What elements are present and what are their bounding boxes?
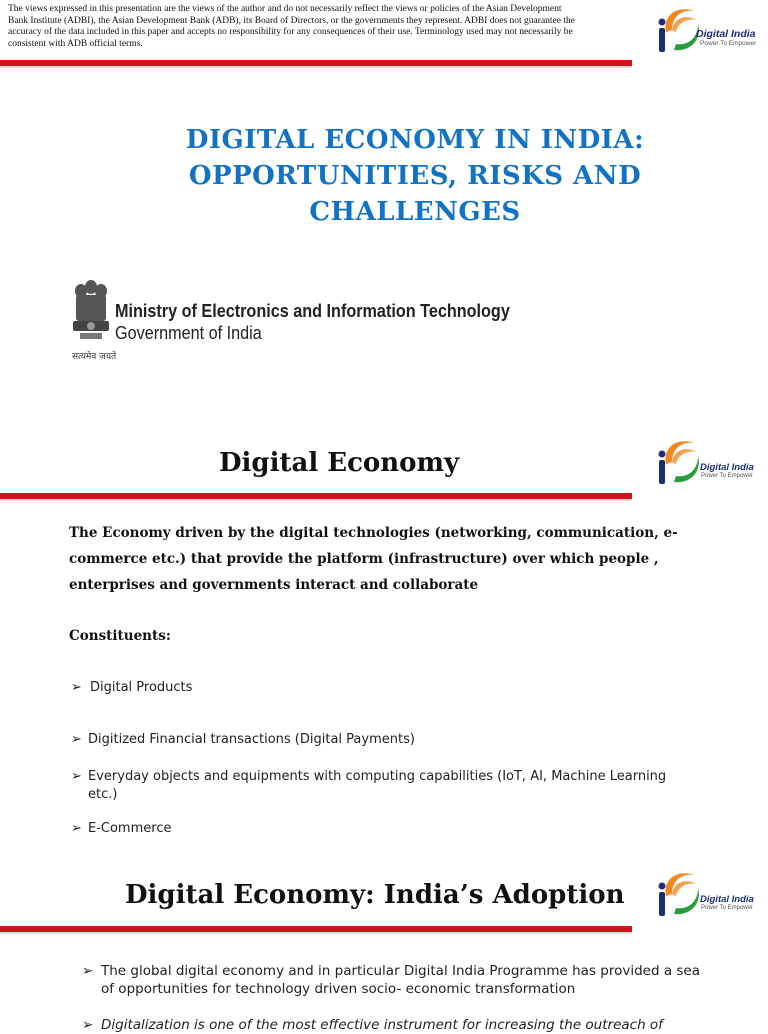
emblem-motto: सत्यमेव जयते xyxy=(72,352,117,362)
list-item-text: Digital Products xyxy=(90,680,193,695)
slide-title xyxy=(0,0,768,432)
slide-heading: Digital Economy: India’s Adoption xyxy=(125,880,625,910)
government-line: Government of India xyxy=(115,323,262,343)
logo-name: Digital India xyxy=(696,28,756,40)
slide-india-adoption xyxy=(0,864,768,1033)
ministry-name xyxy=(115,300,510,344)
title-line: DIGITAL ECONOMY IN INDIA: xyxy=(185,125,645,155)
red-divider xyxy=(0,60,632,66)
digital-india-logo xyxy=(652,434,754,488)
logo-tagline: Power To Empower xyxy=(701,473,753,479)
arrow-bullet-icon: ➢ xyxy=(71,680,82,695)
page-title xyxy=(120,122,710,230)
constituents-label: Constituents: xyxy=(69,628,171,644)
digital-india-logo xyxy=(652,866,754,920)
digital-india-logo-icon xyxy=(652,866,704,920)
slide-heading: Digital Economy xyxy=(219,448,460,478)
definition-paragraph xyxy=(69,520,699,598)
arrow-bullet-icon: ➢ xyxy=(71,821,82,836)
arrow-bullet-icon: ➢ xyxy=(71,732,82,747)
list-item xyxy=(82,1016,702,1034)
list-item-text: Digitized Financial transactions (Digital Payments) xyxy=(88,732,415,747)
list-item xyxy=(71,768,671,804)
list-item xyxy=(71,820,691,838)
list-item-text: E-Commerce xyxy=(88,821,172,836)
red-divider xyxy=(0,493,632,499)
logo-name: Digital India xyxy=(700,462,754,473)
logo-name: Digital India xyxy=(700,894,754,905)
digital-india-logo-icon xyxy=(652,434,704,488)
slide-digital-economy xyxy=(0,432,768,864)
list-item xyxy=(71,679,691,697)
list-item-text: Digitalization is one of the most effective instrument for increasing the outreach of xyxy=(101,1017,663,1033)
disclaimer-text: The views expressed in this presentation are the views of the author and do not necessarily reflect the views or policies of the Asian Development Bank Institute (ADBI), the Asian Development Bank (ADB), its Board of Directors, or the governments they represent. ADBI does not guarantee the accuracy of the data included in this paper and accepts no responsibility for any consequences of their use. Terminology used may not necessarily be consistent with ADB official terms. xyxy=(8,4,575,49)
list-item-text: The global digital economy and in particular Digital India Programme has provided a sea of opportunities for technology driven socio- economic transformation xyxy=(101,963,701,997)
list-item xyxy=(71,731,691,749)
logo-tagline: Power To Empower xyxy=(701,905,753,911)
title-line: CHALLENGES xyxy=(309,197,521,227)
arrow-bullet-icon: ➢ xyxy=(71,769,82,784)
logo-tagline: Power To Empower xyxy=(700,40,757,47)
ministry-line: Ministry of Electronics and Information Technology xyxy=(115,301,510,321)
arrow-bullet-icon: ➢ xyxy=(82,963,94,979)
paragraph-line: commerce etc.) that provide the platform (infrastructure) over which people , xyxy=(69,551,659,567)
title-line: OPPORTUNITIES, RISKS AND xyxy=(188,161,642,191)
list-item-text: Everyday objects and equipments with computing capabilities (IoT, AI, Machine Learning etc.) xyxy=(88,769,667,802)
arrow-bullet-icon: ➢ xyxy=(82,1017,94,1033)
red-divider xyxy=(0,926,632,932)
paragraph-line: enterprises and governments interact and collaborate xyxy=(69,577,479,593)
paragraph-line: The Economy driven by the digital technologies (networking, communication, e- xyxy=(69,525,678,541)
digital-india-logo xyxy=(652,2,757,56)
list-item xyxy=(82,962,702,998)
national-emblem-icon xyxy=(70,277,112,353)
